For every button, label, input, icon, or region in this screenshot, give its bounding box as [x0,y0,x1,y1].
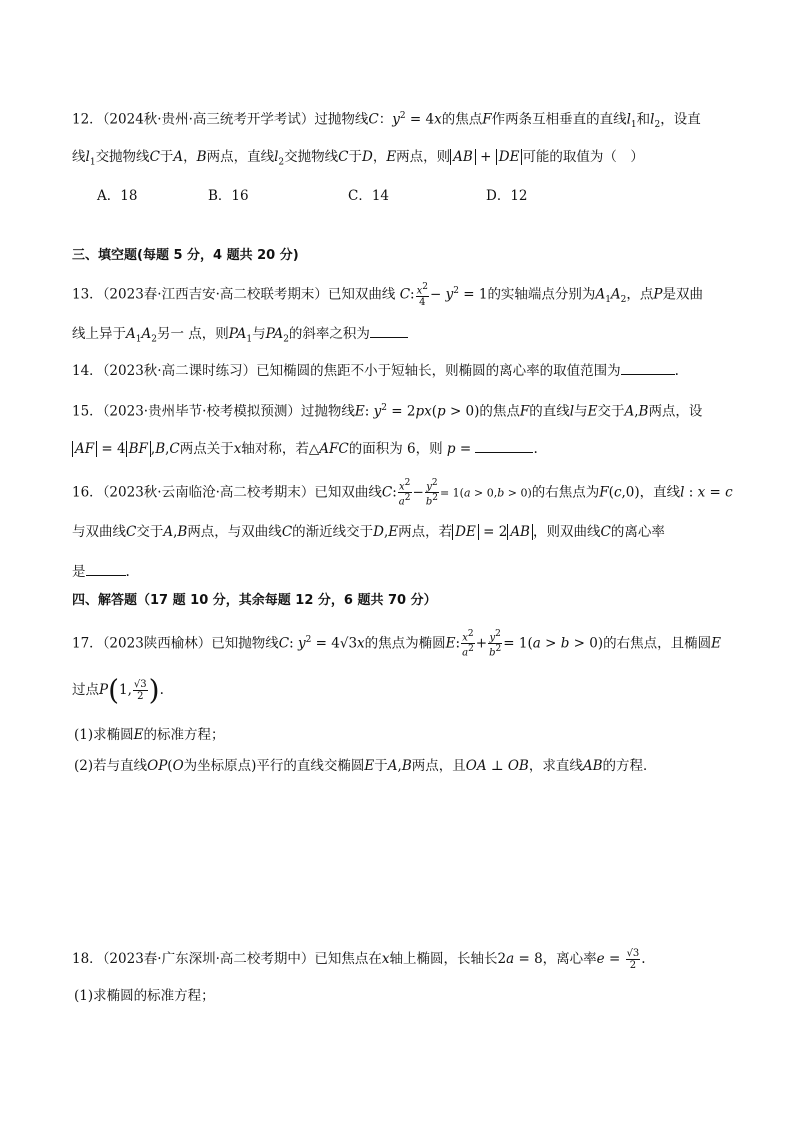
q15-line2: AF = 4 BF ,B,C两点关于x轴对称，若△AFC的面积为 6，则 p = . [72,438,538,459]
q16-line3: 是 . [72,561,130,582]
q16-line2: 与双曲线C交于A,B两点，与双曲线C的渐近线交于D,E两点，若 DE = 2 AB ，则双曲线C的离心率 [72,524,665,540]
q13-number: 13． [72,286,103,303]
q12-option-c[interactable]: C．14 [348,188,390,204]
q16-source: （2023秋·云南临沧·高二校考期末） [102,484,315,501]
q12-line2: 线$l_1$交抛物线C于A，B两点，直线$l_2$交抛物线C于D，E两点，则 AB + DE 可能的取值为（ ） [72,149,644,168]
q15-source: （2023·贵州毕节·校考模拟预测） [102,403,301,420]
q13-line1: 13．（2023春·江西吉安·高二校联考期末）已知双曲线 C: $\frac{x^2}{4}$ − $y^2 = 1$的实轴端点分别为$A_1A_2$，点P是双曲 [72,281,703,309]
q14-line: 14．（2023秋·高二课时练习）已知椭圆的焦距不小于短轴长，则椭圆的离心率的取值范围为 . [72,360,679,381]
q12-number: 12． [72,111,103,128]
q14-answer-blank[interactable] [621,360,675,375]
q17-part2: (2)若与直线OP(O为坐标原点)平行的直线交椭圆E于A,B两点，且OA ⊥ OB，求直线AB的方程． [74,758,657,774]
q16-line1: 16．（2023秋·云南临沧·高二校考期末）已知双曲线C: $\frac{x^2}{a^2}$ − $\frac{y^2}{b^2}$ = 1(a > 0,b > 0)的右焦点为F(c,0)，直线l : x = c [72,478,733,508]
section-four-heading: 四、解答题（17 题 10 分，其余每题 12 分，6 题共 70 分） [72,593,437,608]
q17-line1: 17．（2023陕西榆林）已知抛物线C: $y^2 = 4√3x$的焦点为椭圆E: $\frac{x^2}{a^2}$ + $\frac{y^2}{b^2}$ = 1(a > b > 0)的右焦点，且椭圆E [72,629,721,659]
q17-part1: (1)求椭圆E的标准方程； [74,727,225,743]
q17-number: 17． [72,635,103,652]
q15-line1: 15．（2023·贵州毕节·校考模拟预测）过抛物线E: $y^2 = 2px(p > 0)$的焦点F的直线l与E交于A,B两点，设 [72,403,703,420]
q17-line2: 过点P(1, $\frac{√3}{2}$ ). [72,673,164,707]
q18-part1: (1)求椭圆的标准方程； [74,988,215,1004]
q14-source: （2023秋·高二课时练习） [102,363,257,379]
q14-number: 14． [72,363,103,379]
q12-option-d[interactable]: D．12 [486,188,528,204]
q13-line2: 线上异于$A_1A_2$另一 点，则$PA_1$与$PA_2$的斜率之积为 [72,323,408,350]
q12-option-b[interactable]: B．16 [208,188,249,204]
q17-source: （2023陕西榆林） [102,635,212,652]
q15-answer-blank[interactable] [475,438,533,453]
section-three-heading: 三、填空题(每题 5 分，4 题共 20 分) [72,248,299,263]
q16-number: 16． [72,484,103,501]
q18-source: （2023春·广东深圳·高二校考期中） [102,951,315,967]
q18-line1: 18．（2023春·广东深圳·高二校考期中）已知焦点在x轴上椭圆，长轴长2a = 8，离心率e = $\frac{√3}{2}$ . [72,948,646,971]
q18-number: 18． [72,951,103,967]
q12-option-a[interactable]: A．18 [97,188,138,204]
q15-number: 15． [72,403,103,420]
q12-source: （2024秋·贵州·高三统考开学考试） [102,111,315,128]
q13-source: （2023春·江西吉安·高二校联考期末） [102,286,328,303]
q16-answer-blank[interactable] [86,561,126,576]
q12-line1: 12．（2024秋·贵州·高三统考开学考试）过抛物线C：$y^2 = 4x$的焦点F作两条互相垂直的直线$l_1$和$l_2$，设直 [72,111,701,131]
q13-answer-blank[interactable] [370,323,408,338]
